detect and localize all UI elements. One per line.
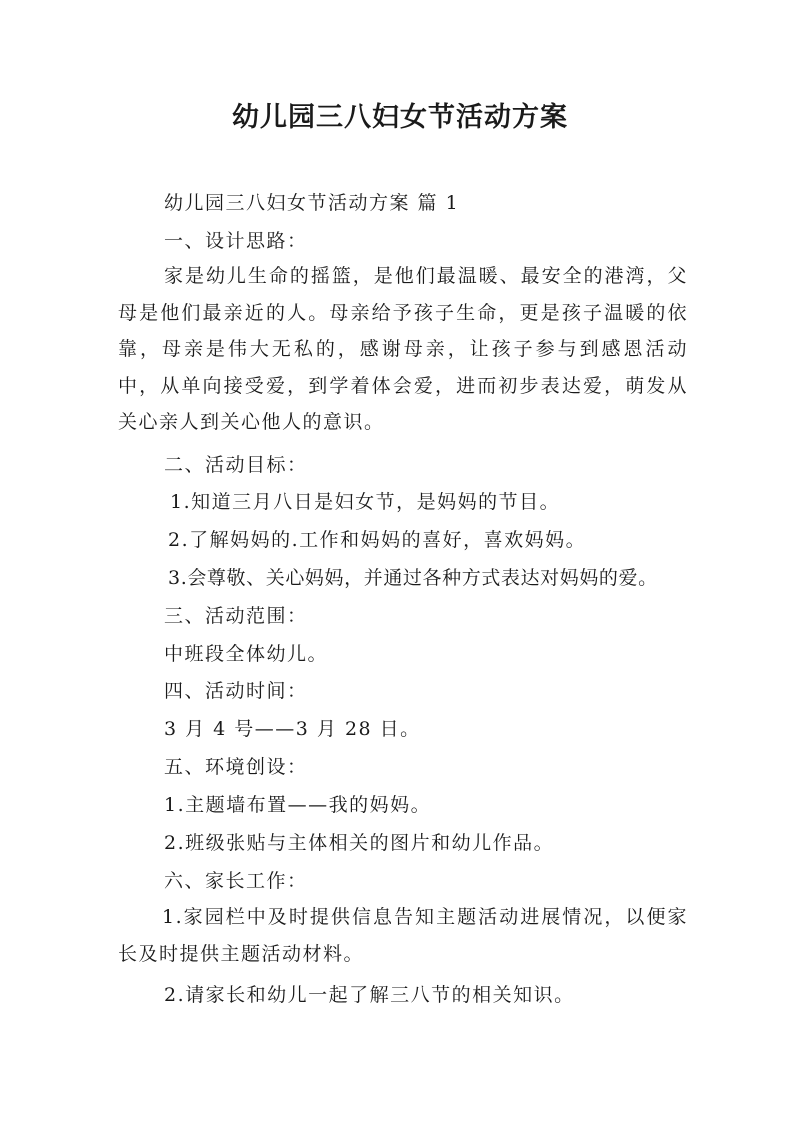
- goal-item-2: 2.了解妈妈的.工作和妈妈的喜好，喜欢妈妈。: [168, 529, 587, 551]
- design-idea-paragraph: 家是幼儿生命的摇篮，是他们最温暖、最安全的港湾，父母是他们最亲近的人。母亲给予孩子生命，更是孩子温暖的依靠，母亲是伟大无私的，感谢母亲，让孩子参与到感恩活动中，从单向接受爱，到学着体会爱，进而初步表达爱，萌发从关心亲人到关心他人的意识。: [118, 265, 688, 434]
- document-title: 幼儿园三八妇女节活动方案: [232, 102, 568, 133]
- goals-heading: 二、活动目标：: [164, 454, 308, 476]
- parents-item-2: 2.请家长和幼儿一起了解三八节的相关知识。: [164, 984, 575, 1006]
- goal-item-1: 1.知道三月八日是妇女节，是妈妈的节目。: [170, 491, 561, 513]
- environment-item-1: 1.主题墙布置——我的妈妈。: [164, 794, 432, 816]
- goal-item-3: 3.会尊敬、关心妈妈，并通过各种方式表达对妈妈的爱。: [168, 567, 658, 589]
- parents-item-1: 1.家园栏中及时提供信息告知主题活动进展情况，以便家长及时提供主题活动材料。: [118, 906, 688, 965]
- scope-heading: 三、活动范围：: [164, 605, 308, 627]
- environment-heading: 五、环境创设：: [164, 756, 308, 778]
- design-idea-heading: 一、设计思路：: [164, 230, 308, 252]
- scope-text: 中班段全体幼儿。: [164, 643, 329, 665]
- time-heading: 四、活动时间：: [164, 680, 308, 702]
- environment-item-2: 2.班级张贴与主体相关的图片和幼儿作品。: [164, 832, 555, 854]
- parents-heading: 六、家长工作：: [164, 870, 308, 892]
- time-text: 3 月 4 号——3 月 28 日。: [164, 718, 421, 740]
- section-heading: 幼儿园三八妇女节活动方案 篇 1: [164, 192, 460, 214]
